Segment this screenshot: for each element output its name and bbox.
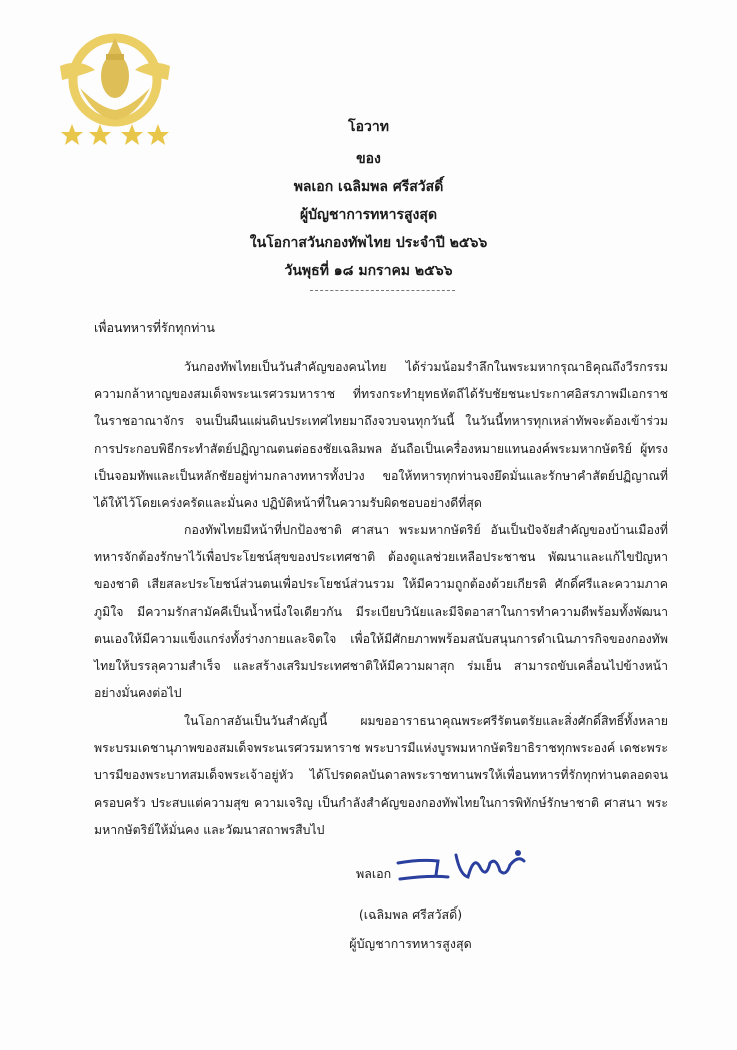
author-name: พลเอก เฉลิมพล ศรีสวัสดิ์ <box>293 179 444 195</box>
handwritten-signature-icon <box>390 845 540 890</box>
signer-position: ผู้บัญชาการทหารสูงสุด <box>349 936 472 951</box>
salutation: เพื่อนทหารที่รักทุกท่าน <box>94 320 215 335</box>
signer-name: (เฉลิมพล ศรีสวัสดิ์) <box>358 907 463 922</box>
author-position: ผู้บัญชาการทหารสูงสุด <box>299 207 438 223</box>
paragraph-3: ในโอกาสอันเป็นวันสำคัญนี้ ผมขออาราธนาคุณพระศรีรัตนตรัยและสิ่งศักดิ์สิทธิ์ทั้งหลาย พระบรมเดชานุภาพของสมเด็จพระนเรศวรมหาราช พระบารมีแห่งบูรพมหากษัตริยาธิราชทุกพระองค์ เดชะพระบารมีของพระบาทสมเด็จพระเจ้าอยู่หัว ได้โปรดดลบันดาลพระราชทานพรให้เพื่อนทหารที่รักทุกท่านตลอดจนครอบครัว ประสบแต่ความสุข ความเจริญ เป็นกำลังสำคัญของกองทัพไทยในการพิทักษ์รักษาชาติ ศาสนา พระมหากษัตริย์ให้มั่นคง และวัฒนาสถาพรสืบไป <box>94 714 668 837</box>
doc-of: ของ <box>356 151 381 167</box>
doc-title: โอวาท <box>348 119 389 135</box>
armed-forces-emblem-icon <box>50 18 180 168</box>
header-divider <box>310 290 455 291</box>
occasion: ในโอกาสวันกองทัพไทย ประจำปี ๒๕๖๖ <box>249 235 488 251</box>
doc-date: วันพุธที่ ๑๘ มกราคม ๒๕๖๖ <box>284 263 453 279</box>
paragraph-1: วันกองทัพไทยเป็นวันสำคัญของคนไทย ได้ร่วมน้อมรำลึกในพระมหากรุณาธิคุณถึงวีรกรรมความกล้าหาญของสมเด็จพระนเรศวรมหาราช ที่ทรงกระทำยุทธหัตถีได้รับชัยชนะประกาศอิสรภาพมีเอกราชในราชอาณาจักร จนเป็นผืนแผ่นดินประเทศไทยมาถึงจวบจนทุกวันนี้ ในวันนี้ทหารทุกเหล่าทัพจะต้องเข้าร่วมการประกอบพิธีกระทำสัตย์ปฏิญาณตนต่อธงชัยเฉลิมพล อันถือเป็นเครื่องหมายแทนองค์พระมหากษัตริย์ ผู้ทรงเป็นจอมทัพและเป็นหลักชัยอยู่ท่ามกลางทหารทั้งปวง ขอให้ทหารทุกท่านจงยึดมั่นและรักษาคำสัตย์ปฏิญาณที่ได้ให้ไว้โดยเคร่งครัดและมั่นคง ปฏิบัติหน้าที่ในความรับผิดชอบอย่างดีที่สุด <box>94 360 668 511</box>
signature-rank: พลเอก <box>356 866 392 881</box>
paragraph-2: กองทัพไทยมีหน้าที่ปกป้องชาติ ศาสนา พระมหากษัตริย์ อันเป็นปัจจัยสำคัญของบ้านเมืองที่ทหารจักต้องรักษาไว้เพื่อประโยชน์สุขของประเทศชาติ ต้องดูแลช่วยเหลือประชาชน พัฒนาและแก้ไขปัญหาของชาติ เสียสละประโยชน์ส่วนตนเพื่อประโยชน์ส่วนรวม ให้มีความถูกต้องด้วยเกียรติ ศักดิ์ศรีและความภาคภูมิใจ มีความรักสามัคคีเป็นน้ำหนึ่งใจเดียวกัน มีระเบียบวินัยและมีจิตอาสาในการทำความดีพร้อมทั้งพัฒนาตนเองให้มีความแข็งแกร่งทั้งร่างกายและจิตใจ เพื่อให้มีศักยภาพพร้อมสนับสนุนการดำเนินภารกิจของกองทัพไทยให้บรรลุความสำเร็จ และสร้างเสริมประเทศชาติให้มีความผาสุก ร่มเย็น สามารถขับเคลื่อนไปข้างหน้าอย่างมั่นคงต่อไป <box>94 523 668 701</box>
